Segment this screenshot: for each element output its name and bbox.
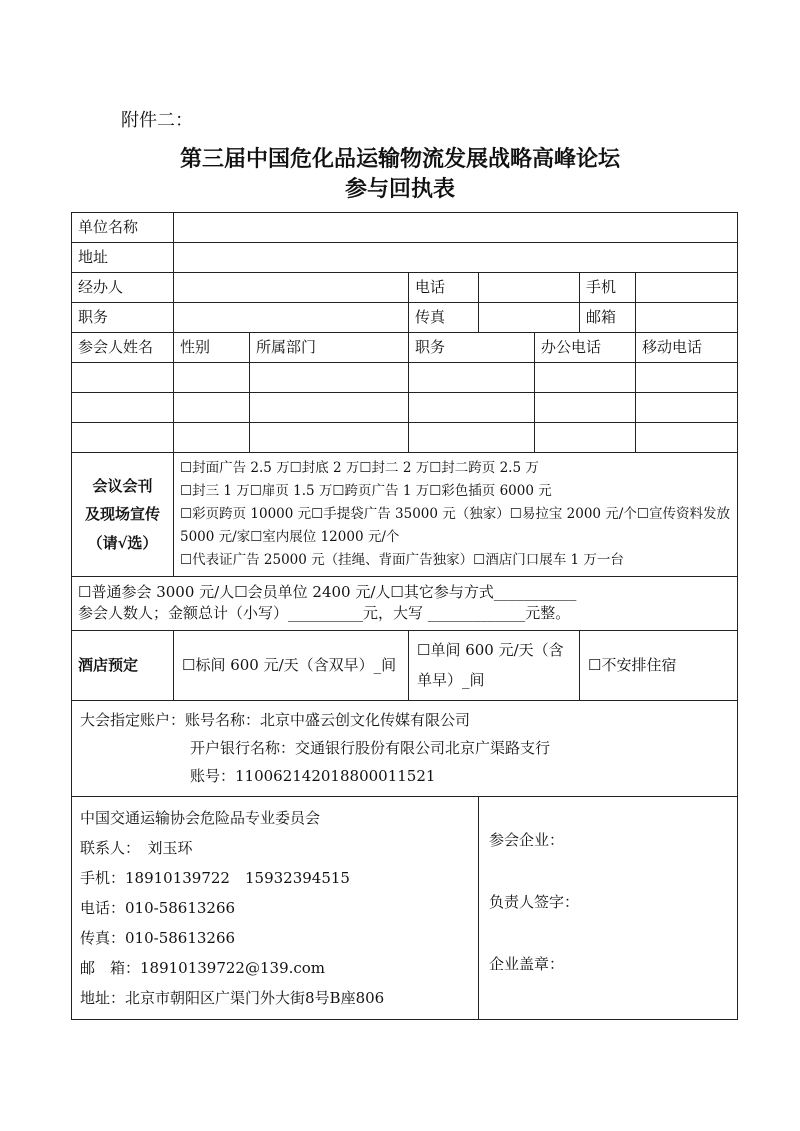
contact-org: 中国交通运输协会危险品专业委员会	[80, 809, 321, 828]
attendee-position-header: 职务	[409, 333, 535, 363]
mobile-field[interactable]	[636, 273, 738, 303]
account-name: 大会指定账户：账号名称：北京中盛云创文化传媒有限公司	[80, 711, 471, 730]
fee-options	[72, 576, 738, 631]
attendee-position-cell[interactable]	[409, 363, 535, 393]
media-label	[72, 453, 174, 577]
fee-type-line[interactable]: ☐普通参会 3000 元/人☐会员单位 2400 元/人☐其它参与方式___________	[78, 582, 577, 601]
mobile-label: 手机	[580, 273, 636, 303]
page-title: 第三届中国危化品运输物流发展战略高峰论坛	[179, 147, 620, 172]
email-field[interactable]	[636, 303, 738, 333]
contact-mobile: 手机：18910139722 15932394515	[80, 869, 350, 888]
media-option-line[interactable]: ☐彩页跨页 10000 元☐手提袋广告 35000 元（独家）☐易拉宝 2000 元/个☐宣传资料发放	[180, 505, 730, 522]
account-number: 账号：110062142018800011521	[190, 766, 436, 785]
attendee-name-header: 参会人姓名	[72, 333, 174, 363]
attendee-row	[72, 363, 738, 393]
account-info	[72, 701, 738, 797]
unit-name-row	[72, 213, 738, 243]
fee-amount-line[interactable]: 参会人数人；金额总计（小写）__________元，大写 _____________元整。	[78, 604, 571, 623]
contact-row	[72, 797, 738, 1020]
phone-label: 电话	[409, 273, 479, 303]
attendee-dept-cell[interactable]	[250, 393, 409, 423]
attendee-row	[72, 423, 738, 453]
media-option-line[interactable]: ☐封三 1 万☐扉页 1.5 万☐跨页广告 1 万☐彩色插页 6000 元	[180, 482, 552, 499]
handler-row	[72, 273, 738, 303]
media-label-line: （请√选）	[87, 533, 158, 552]
media-options	[174, 453, 738, 577]
phone-field[interactable]	[479, 273, 580, 303]
signature-seal[interactable]: 企业盖章：	[489, 955, 565, 974]
attendee-mobile-header: 移动电话	[636, 333, 738, 363]
account-row	[72, 701, 738, 797]
registration-form	[71, 212, 738, 1020]
handler-field[interactable]	[174, 273, 409, 303]
media-option-line[interactable]: ☐代表证广告 25000 元（挂绳、背面广告独家）☐酒店门口展车 1 万一台	[180, 551, 624, 568]
unit-name-field[interactable]	[174, 213, 738, 243]
contact-address: 地址：北京市朝阳区广渠门外大街8号B座806	[80, 989, 385, 1008]
attendee-gender-cell[interactable]	[174, 393, 250, 423]
signature-company[interactable]: 参会企业：	[489, 831, 565, 850]
attendee-dept-header: 所属部门	[250, 333, 409, 363]
fax-field[interactable]	[479, 303, 580, 333]
signature-area	[479, 797, 738, 1020]
signature-person[interactable]: 负责人签字：	[489, 893, 580, 912]
hotel-option-twin[interactable]: ☐标间 600 元/天（含双早）_间	[174, 631, 409, 701]
hotel-option-single[interactable]: ☐单间 600 元/天（含单早）_间	[409, 631, 580, 701]
attendee-office-phone-cell[interactable]	[535, 393, 636, 423]
attendee-office-phone-cell[interactable]	[535, 423, 636, 453]
attendee-position-cell[interactable]	[409, 423, 535, 453]
media-option-line[interactable]: ☐封面广告 2.5 万☐封底 2 万☐封二 2 万☐封二跨页 2.5 万	[180, 460, 539, 476]
contact-email: 邮 箱：18910139722@139.com	[80, 959, 326, 978]
contact-person: 联系人： 刘玉环	[80, 839, 193, 858]
attendee-mobile-cell[interactable]	[636, 423, 738, 453]
attendee-office-phone-cell[interactable]	[535, 363, 636, 393]
attendee-name-cell[interactable]	[72, 393, 174, 423]
attendee-mobile-cell[interactable]	[636, 363, 738, 393]
attendee-gender-header: 性别	[174, 333, 250, 363]
attendee-mobile-cell[interactable]	[636, 393, 738, 423]
address-label: 地址	[72, 243, 174, 273]
media-row	[72, 453, 738, 577]
media-option-line[interactable]: 5000 元/家☐室内展位 12000 元/个	[180, 528, 400, 545]
attendee-gender-cell[interactable]	[174, 363, 250, 393]
contact-info	[72, 797, 479, 1020]
hotel-option-none[interactable]: ☐不安排住宿	[580, 631, 738, 701]
fee-row	[72, 576, 738, 631]
account-bank: 开户银行名称：交通银行股份有限公司北京广渠路支行	[190, 738, 551, 757]
attendee-gender-cell[interactable]	[174, 423, 250, 453]
address-row	[72, 243, 738, 273]
contact-phone: 电话：010-58613266	[80, 899, 236, 918]
page-subtitle: 参与回执表	[344, 177, 455, 202]
position-label: 职务	[72, 303, 174, 333]
address-field[interactable]	[174, 243, 738, 273]
attendee-dept-cell[interactable]	[250, 363, 409, 393]
attendee-name-cell[interactable]	[72, 363, 174, 393]
attendee-office-phone-header: 办公电话	[535, 333, 636, 363]
attendee-dept-cell[interactable]	[250, 423, 409, 453]
attachment-label: 附件二：	[121, 110, 193, 131]
position-field[interactable]	[174, 303, 409, 333]
unit-name-label: 单位名称	[72, 213, 174, 243]
position-row	[72, 303, 738, 333]
hotel-label: 酒店预定	[72, 631, 174, 701]
attendee-row	[72, 393, 738, 423]
email-label: 邮箱	[580, 303, 636, 333]
media-label-line: 及现场宣传	[84, 505, 160, 524]
media-label-line: 会议会刊	[92, 476, 153, 495]
contact-fax: 传真：010-58613266	[80, 929, 236, 948]
handler-label: 经办人	[72, 273, 174, 303]
attendee-header-row	[72, 333, 738, 363]
attendee-name-cell[interactable]	[72, 423, 174, 453]
fax-label: 传真	[409, 303, 479, 333]
hotel-row	[72, 631, 738, 701]
attendee-position-cell[interactable]	[409, 393, 535, 423]
